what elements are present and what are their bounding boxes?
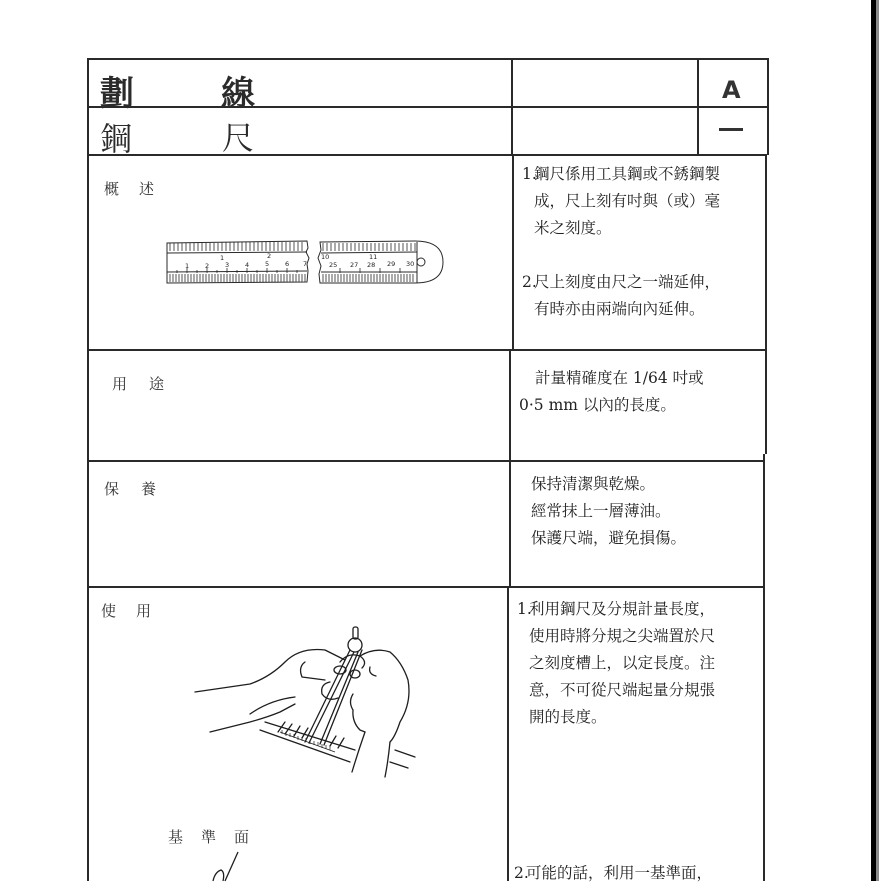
text-line: 保護尺端，避免損傷。 [531, 529, 687, 547]
section-label-usage [101, 600, 151, 621]
list-number: 2. [522, 273, 537, 291]
hands-using-dividers-illustration [190, 622, 420, 782]
ruler-num: 1 [185, 262, 190, 270]
list-number: 2. [514, 864, 529, 882]
svg-text:2: 2 [267, 252, 272, 260]
usage-text-1 [517, 596, 715, 731]
row-divider-1 [87, 349, 765, 351]
svg-text:5: 5 [265, 260, 270, 268]
text-line: 經常抹上一層薄油。 [531, 502, 671, 520]
text-line: 開的長度。 [529, 708, 607, 726]
text-line: 鋼尺係用工具鋼或不銹鋼製 [534, 165, 721, 183]
subtitle-char-2: 尺 [222, 119, 255, 157]
table-right-border-lower [763, 454, 765, 881]
svg-text:30: 30 [406, 260, 415, 268]
steel-ruler-illustration [165, 238, 450, 288]
label-char: 養 [141, 480, 157, 498]
table-left-border [87, 58, 89, 881]
usage-text-2 [514, 860, 712, 887]
label-char: 基 [168, 828, 184, 846]
text-line: 成，尺上刻有吋與（或）毫 [534, 192, 721, 210]
overview-point-2 [522, 269, 720, 323]
svg-text:1: 1 [220, 254, 225, 262]
label-char: 用 [112, 375, 128, 393]
text-line: 米之刻度。 [534, 219, 612, 237]
section-label-maintenance [104, 478, 156, 499]
svg-text:29: 29 [387, 260, 396, 268]
svg-text:10: 10 [321, 253, 330, 261]
text-line: 計量精確度在 1/64 吋或 [535, 369, 704, 387]
reference-surface-illustration [205, 850, 245, 881]
subtitle-char-1: 鋼 [100, 120, 133, 158]
uses-text [519, 365, 704, 419]
label-char: 用 [136, 602, 152, 620]
text-line: 意，不可從尺端起量分規張 [529, 681, 716, 699]
text-line: 使用時將分規之尖端置於尺 [529, 627, 716, 645]
text-line: 可能的話，利用一基準面， [526, 864, 713, 882]
svg-text:28: 28 [367, 261, 376, 269]
svg-text:25: 25 [329, 261, 338, 269]
reference-surface-label [168, 826, 249, 847]
text-line: 之刻度槽上，以定長度。注 [529, 654, 716, 672]
section-label-uses [112, 373, 164, 394]
svg-text:3: 3 [225, 261, 230, 269]
overview-text [522, 161, 720, 323]
table-right-border-upper [765, 154, 767, 454]
row-divider-3 [87, 586, 763, 588]
body-col-divider-2 [509, 349, 511, 587]
body-col-divider-1 [512, 154, 514, 350]
text-line: 尺上刻度由尺之一端延伸， [534, 273, 721, 291]
svg-text:2: 2 [205, 262, 210, 270]
row-divider-2 [87, 460, 764, 462]
section-code-number [719, 128, 743, 131]
header-bottom-border [88, 154, 767, 156]
text-line: 有時亦由兩端向內延伸。 [534, 300, 705, 318]
text-line: 保持清潔與乾燥。 [531, 475, 656, 493]
svg-text:11: 11 [369, 253, 378, 261]
title-char-2: 線 [221, 74, 255, 114]
label-char: 概 [104, 180, 120, 198]
maintenance-text [531, 471, 686, 552]
label-char: 準 [201, 828, 217, 846]
header-code-divider [697, 58, 699, 155]
body-col-divider-3 [507, 586, 509, 881]
label-char: 面 [234, 828, 250, 846]
table-right-border-header [767, 58, 769, 155]
svg-text:7: 7 [303, 260, 308, 268]
label-char: 途 [149, 375, 165, 393]
text-line: 0·5 mm 以內的長度。 [519, 396, 676, 414]
text-line: 利用鋼尺及分規計量長度， [529, 600, 716, 618]
svg-text:6: 6 [285, 260, 290, 268]
svg-text:4: 4 [245, 261, 250, 269]
section-code-letter: A [722, 76, 741, 104]
header-row-divider [88, 106, 768, 108]
label-char: 使 [101, 602, 117, 620]
table-top-border [88, 58, 768, 60]
label-char: 保 [104, 480, 120, 498]
list-number: 1. [517, 600, 532, 618]
header-col-divider [511, 58, 513, 155]
overview-point-1 [522, 161, 720, 242]
label-char: 述 [139, 180, 155, 198]
title-char-1: 劃 [100, 74, 134, 114]
list-number: 1. [522, 165, 537, 183]
section-label-overview [104, 178, 154, 199]
svg-text:27: 27 [350, 261, 359, 269]
